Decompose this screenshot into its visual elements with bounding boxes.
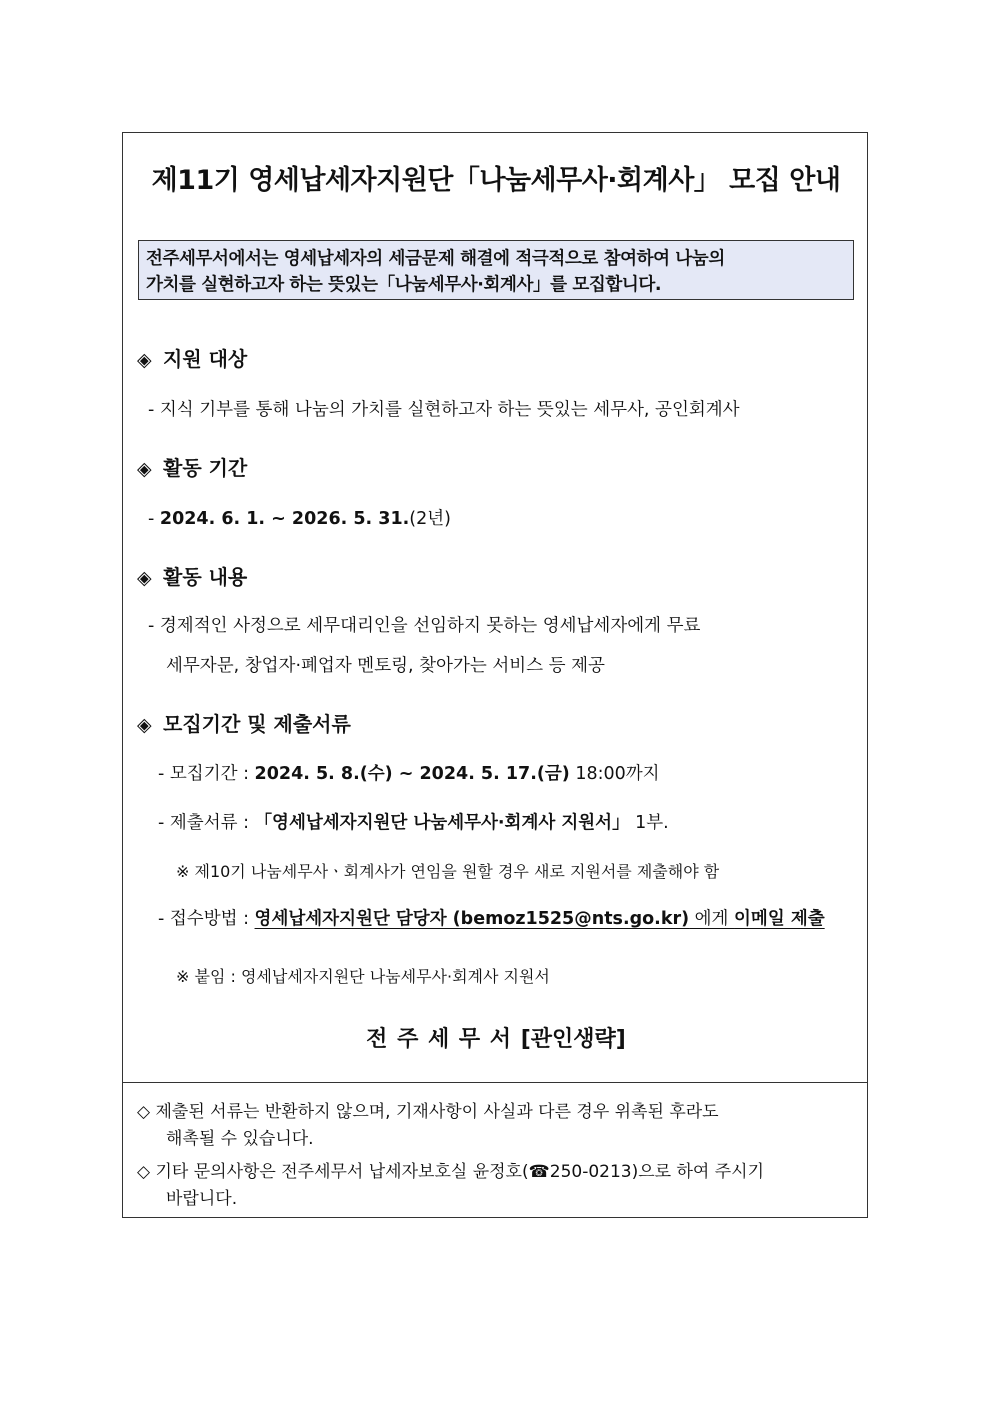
footer-divider (122, 1082, 868, 1083)
diamond-bullet-icon: ◈ (137, 714, 152, 736)
hollow-diamond-icon: ◇ (137, 1162, 156, 1182)
contact-email: 영세납세자지원단 담당자 (bemoz1525@nts.go.kr) (254, 909, 690, 929)
footnote-2-line-1: ◇ 기타 문의사항은 전주세무서 납세자보호실 윤정호(☎250-0213)으로 하여 주시기 (137, 1162, 765, 1182)
footnote-1-line-2: 해촉될 수 있습니다. (166, 1129, 314, 1149)
diamond-bullet-icon: ◈ (137, 458, 152, 480)
section-heading-content: ◈ 활동 내용 (137, 565, 248, 589)
recruit-docs-line: - 제출서류 : 「영세납세자지원단 나눔세무사·회계사 지원서」 1부. (158, 813, 669, 833)
activity-dates: 2024. 6. 1. ~ 2026. 5. 31. (159, 509, 410, 529)
intro-line-1: 전주세무서에서는 영세납세자의 세금문제 해결에 적극적으로 참여하여 나눔의 (146, 249, 725, 269)
docs-note: ※ 제10기 나눔세무사ㆍ회계사가 연임을 원할 경우 새로 지원서를 제출해야 함 (176, 862, 720, 881)
section-heading-target: ◈ 지원 대상 (137, 347, 248, 371)
attachment-note: ※ 붙임 : 영세납세자지원단 나눔세무사·회계사 지원서 (176, 967, 550, 986)
recruit-period-line: - 모집기간 : 2024. 5. 8.(수) ~ 2024. 5. 17.(금) 18:00까지 (158, 764, 660, 784)
footnote-1-line-1: ◇ 제출된 서류는 반환하지 않으며, 기재사항이 사실과 다른 경우 위촉된 후라도 (137, 1102, 719, 1122)
document-title: 제11기 영세납세자지원단「나눔세무사·회계사」 모집 안내 (151, 165, 841, 196)
content-line-2: 세무자문, 창업자·폐업자 멘토링, 찾아가는 서비스 등 제공 (166, 656, 605, 676)
period-line: - 2024. 6. 1. ~ 2026. 5. 31.(2년) (148, 509, 451, 529)
target-line: - 지식 기부를 통해 나눔의 가치를 실현하고자 하는 뜻있는 세무사, 공인회계사 (148, 400, 740, 420)
diamond-bullet-icon: ◈ (137, 349, 152, 371)
section-heading-period: ◈ 활동 기간 (137, 456, 248, 480)
content-line-1: - 경제적인 사정으로 세무대리인을 선임하지 못하는 영세납세자에게 무료 (148, 616, 701, 636)
section-heading-recruit: ◈ 모집기간 및 제출서류 (137, 712, 351, 736)
issuing-office: 전 주 세 무 서 [관인생략] (366, 1027, 626, 1052)
diamond-bullet-icon: ◈ (137, 567, 152, 589)
footnote-2-line-2: 바랍니다. (166, 1189, 238, 1209)
intro-line-2: 가치를 실현하고자 하는 뜻있는「나눔세무사·회계사」를 모집합니다. (146, 275, 662, 295)
hollow-diamond-icon: ◇ (137, 1102, 156, 1122)
recruit-method-line: - 접수방법 : 영세납세자지원단 담당자 (bemoz1525@nts.go.kr) 에게 이메일 제출 (158, 909, 825, 929)
